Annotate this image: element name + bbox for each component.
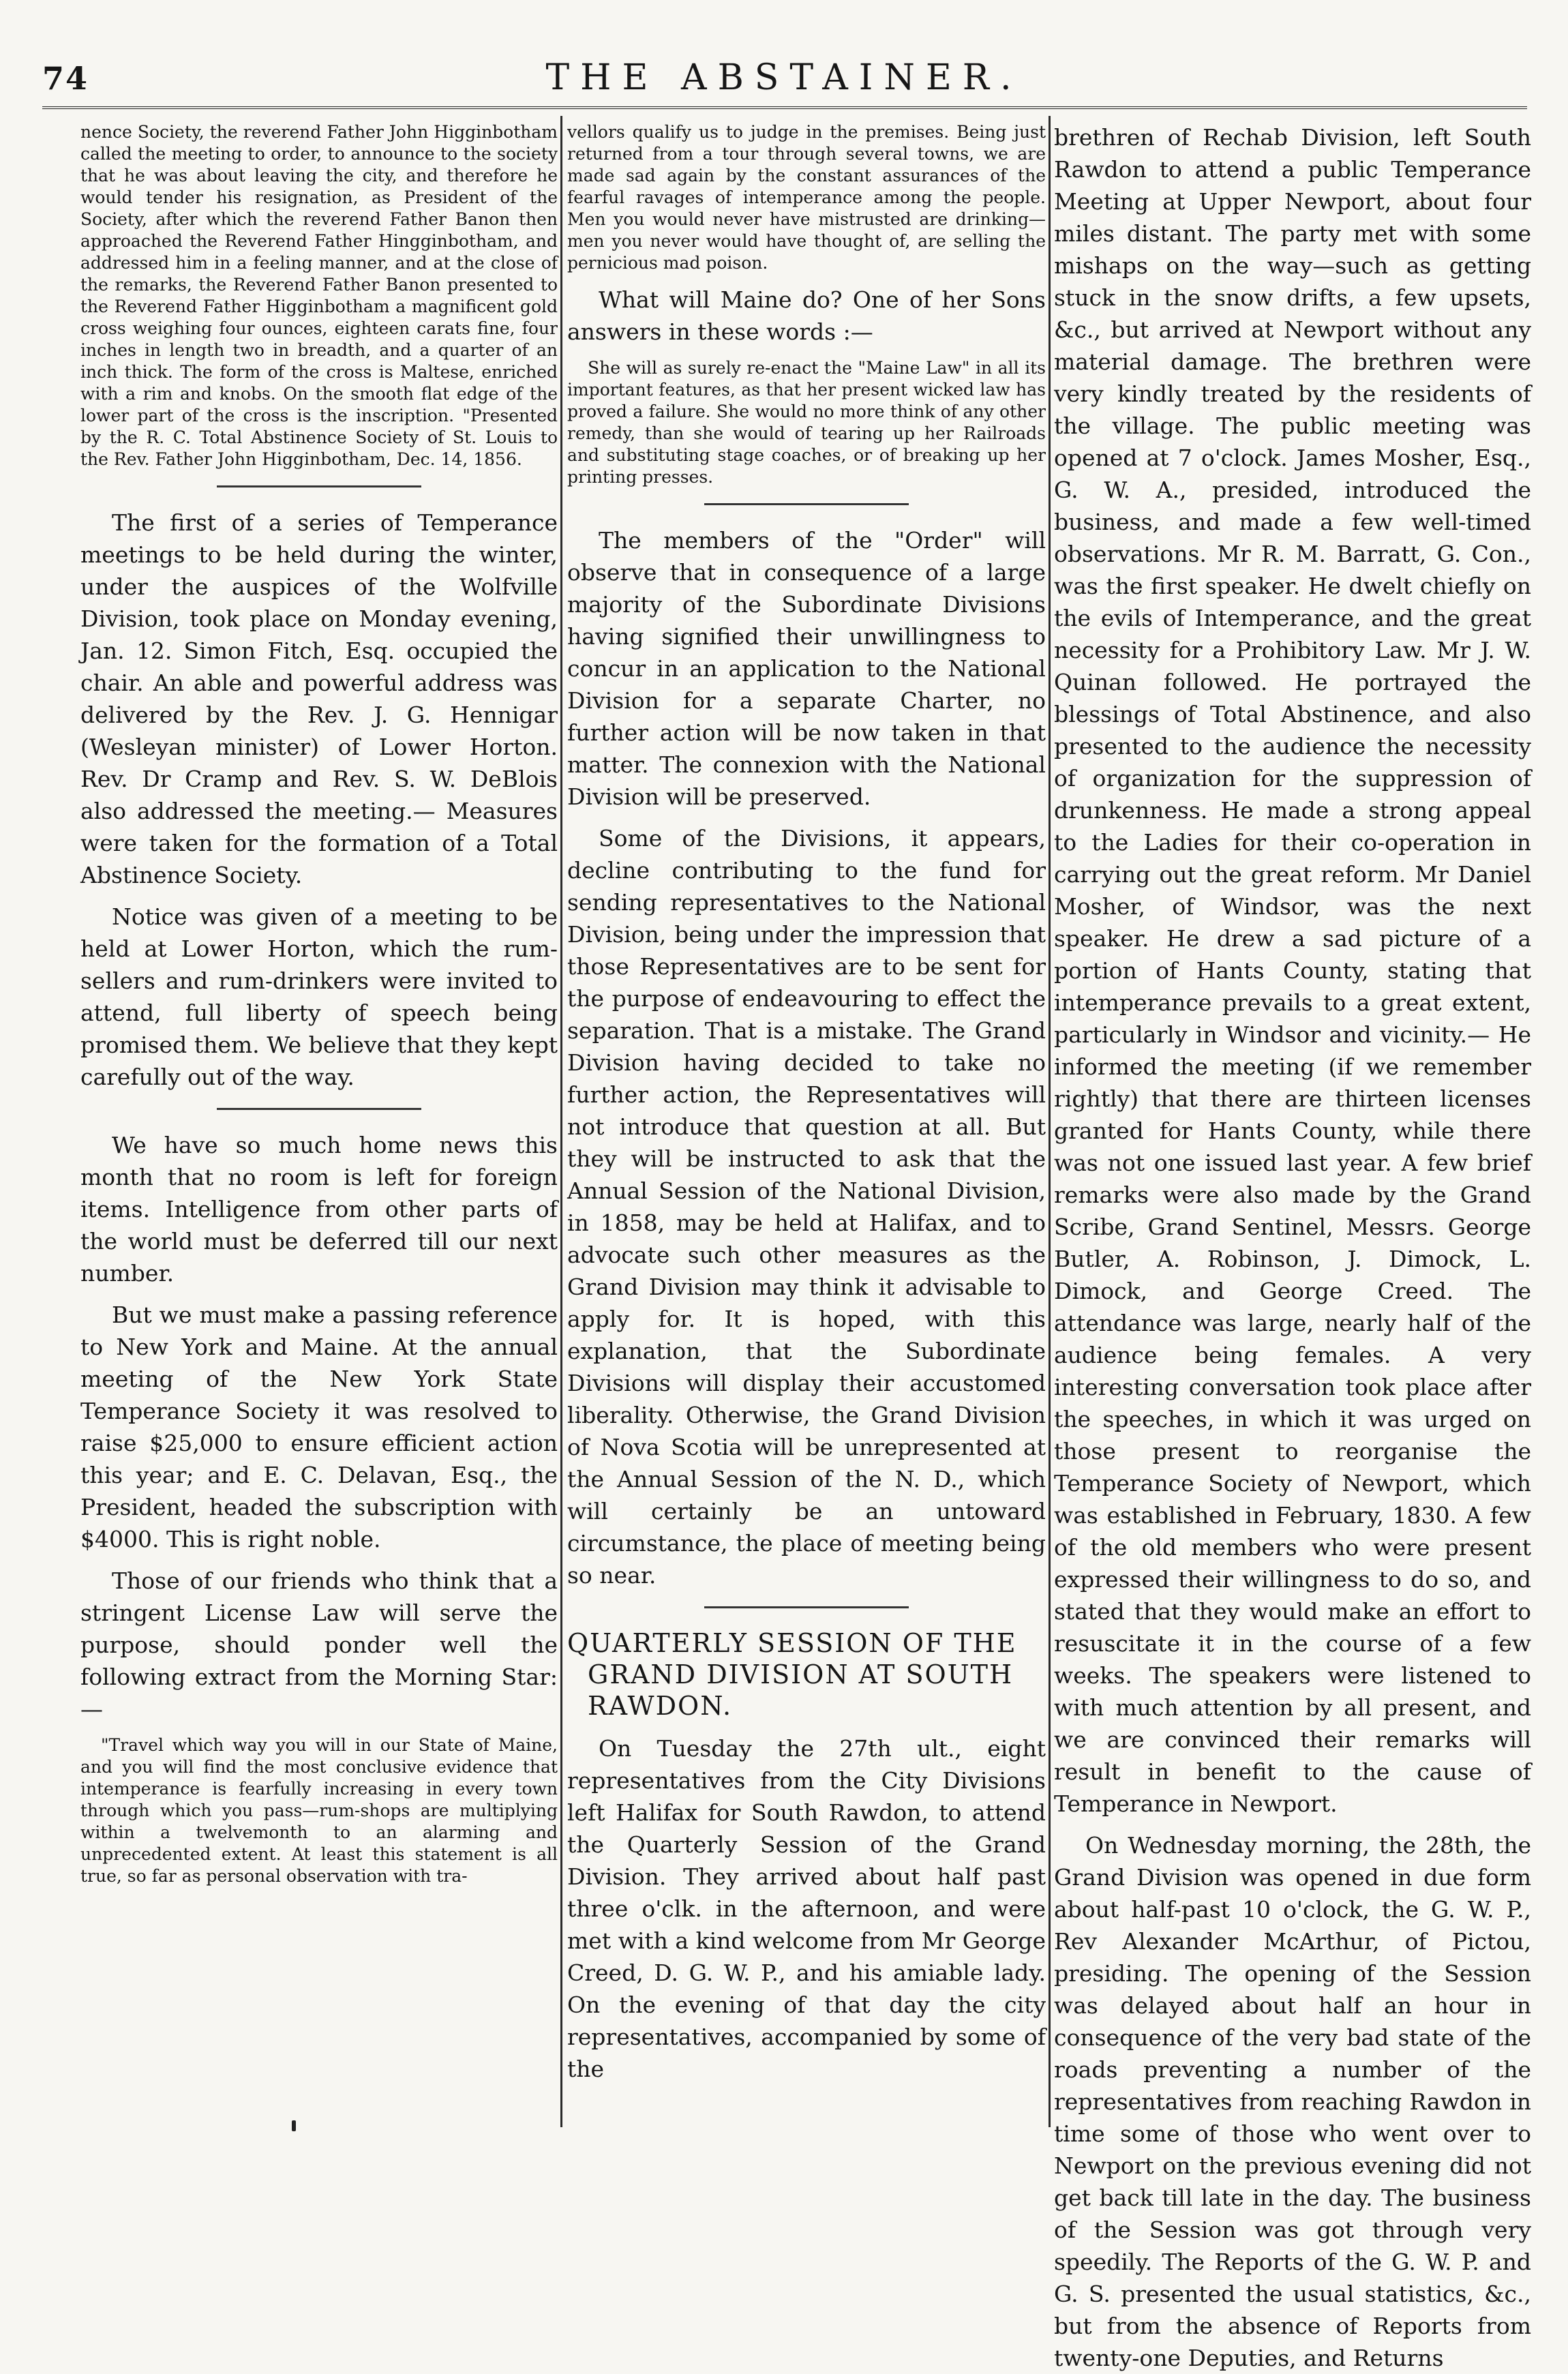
section-divider	[217, 1108, 421, 1110]
article-quarterly-session: On Tuesday the 27th ult., eight representatives from the City Divisions left Halifax for South Rawdon, to attend the Quarterly Session of the Grand Division. They arrived about half past three o'clk. in the afternoon, and were met with a kind welcome from Mr George Creed, D. G. W. P., and his amiable lady. On the evening of that day the city representatives, accompanied by some of the	[567, 1735, 1046, 2082]
article-home-news: We have so much home news this month that no room is left for foreign items. Intelligence from other parts of the world must be deferred till our next number.	[80, 1132, 558, 1287]
article-new-york-maine: But we must make a passing reference to New York and Maine. At the annual meeting of the New York State Temperance Society it was resolved to raise $25,000 to ensure efficient action this year; and E. C. Delavan, Esq., the President, headed the subscription with $4000. This is right noble.	[80, 1302, 558, 1552]
article-cross-presentation: nence Society, the reverend Father John Higginbotham called the meeting to order, to announce to the society that he was about leaving the city, and therefore he would tender his resignation, as President of the Society, after which the reverend Father Banon then approached the Reverend Father Hingginbotham, and addressed him in a feeling manner, and at the close of the remarks, the Reverend Father Banon presented to the Reverend Father Higginbotham a magnificent gold cross weighing four ounces, eighteen carats fine, four inches in length two in breadth, and a quarter of an inch thick. The form of the cross is Maltese, enriched with a rim and knobs. On the smooth flat edge of the lower part of the cross is the inscription. "Presented by the R. C. Total Abstinence Society of St. Louis to the Rev. Father John Higginbotham, Dec. 14, 1856.	[80, 122, 558, 469]
header-rule	[42, 106, 1527, 109]
section-heading-quarterly-session	[567, 1627, 1046, 1722]
running-title: THE ABSTAINER.	[545, 57, 1023, 98]
quote-maine-son: She will as surely re-enact the "Maine Law" in all its important features, as that her present wicked law has proved a failure. She would no more think of any other remedy, than she would of tearing up her Railroads and substituting stage coaches, or of breaking up her printing presses.	[567, 358, 1046, 487]
column-middle	[567, 121, 1046, 2126]
article-wolfville-meeting: The first of a series of Temperance meetings to be held during the winter, under the auspices of the Wolfville Division, took place on Monday evening, Jan. 12. Simon Fitch, Esq. occupied the chair. An able and powerful address was delivered by the Rev. J. G. Hennigar (Wesleyan minister) of Lower Horton. Rev. Dr Cramp and Rev. S. W. DeBlois also addressed the meeting.— Measures were taken for the formation of a Total Abstinence Society.	[80, 509, 558, 888]
column-rule-right	[1049, 116, 1051, 2127]
heading-line-2: GRAND DIVISION AT SOUTH	[588, 1659, 1014, 1689]
page-mark	[292, 2120, 296, 2131]
article-lower-horton-notice: Notice was given of a meeting to be held at Lower Horton, which the rum-sellers and rum-drinkers were invited to attend, full liberty of speech being promised them. We believe that they kept carefully out of the way.	[80, 903, 558, 1090]
heading-line-1: QUARTERLY SESSION OF THE	[567, 1628, 1017, 1658]
column-rule-left	[560, 116, 562, 2127]
page-number: 74	[42, 60, 89, 97]
column-right	[1054, 121, 1531, 2371]
page-header	[0, 0, 1568, 109]
quote-morning-star: "Travel which way you will in our State of Maine, and you will find the most conclusive evidence that intemperance is fearfully increasing in every town through which you pass—rum-shops are multiplying within a twelvemonth to an alarming and unprecedented extent. At least this statement is all true, so far as personal observation with tra-	[80, 1735, 558, 1886]
section-divider	[704, 1606, 909, 1608]
article-newport-meeting: brethren of Rechab Division, left South Rawdon to attend a public Temperance Meeting at Upper Newport, about four miles distant. The party met with some mishaps on the way—such as getting stuck in the snow drifts, a few upsets, &c., but arrived at Newport without any material damage. The brethren were very kindly treated by the residents of the village. The public meeting was opened at 7 o'clock. James Mosher, Esq., G. W. A., presided, introduced the business, and made a few well-timed observations. Mr R. M. Barratt, G. Con., was the first speaker. He dwelt chiefly on the evils of Intemperance, and the great necessity for a Prohibitory Law. Mr J. W. Quinan followed. He portrayed the blessings of Total Abstinence, and also presented to the audience the necessity of organization for the suppression of drunkenness. He made a strong appeal to the Ladies for their co-operation in carrying out the great reform. Mr Daniel Mosher, of Windsor, was the next speaker. He drew a sad picture of a portion of Hants County, stating that intemperance prevails to a great extent, particularly in Windsor and vicinity.— He informed the meeting (if we remember rightly) that there are thirteen licenses granted for Hants County, while there was not one issued last year. A few brief remarks were also made by the Grand Scribe, Grand Sentinel, Messrs. George Butler, A. Robinson, J. Dimock, L. Dimock, and George Creed. The attendance was large, nearly half of the audience being females. A very interesting conversation took place after the speeches, in which it was urged on those present to reorganise the Temperance Society of Newport, which was established in February, 1830. A few of the old members who were present expressed their willingness to do so, and stated that they would make an effort to resuscitate it in the course of a few weeks. The speakers were listened to with much attention by all present, and we are convinced their remarks will result in benefit to the cause of Temperance in Newport.	[1054, 124, 1531, 1817]
article-national-division-fund: Some of the Divisions, it appears, decline contributing to the fund for sending representatives to the National Division, being under the impression that those Representatives are to be sent for the purpose of endeavouring to effect the separation. That is a mistake. The Grand Division having decided to take no further action, the Representatives will not introduce that question at all. But they will be instructed to ask that the Annual Session of the National Division, in 1858, may be held at Halifax, and to advocate such other measures as the Grand Division may think it advisable to apply for. It is hoped, with this explanation, that the Subordinate Divisions will display their accustomed liberality. Otherwise, the Grand Division of Nova Scotia will be unrepresented at the Annual Session of the N. D., which will certainly be an untoward circumstance, the place of meeting being so near.	[567, 825, 1046, 1589]
column-left	[80, 121, 558, 2126]
article-what-will-maine-do: What will Maine do? One of her Sons answers in these words :—	[567, 286, 1046, 345]
section-divider	[217, 485, 421, 487]
quote-morning-star-continued: vellors qualify us to judge in the premises. Being just returned from a tour through several towns, we are made sad again by the constant assurances of the fearful ravages of intemperance among the people. Men you would never have mistrusted are drinking—men you never would have thought of, are selling the pernicious mad poison.	[567, 122, 1046, 273]
section-divider	[704, 503, 909, 505]
article-license-law: Those of our friends who think that a stringent License Law will serve the purpose, should ponder well the following extract from the Morning Star:—	[80, 1567, 558, 1722]
article-grand-division-opening: On Wednesday morning, the 28th, the Grand Division was opened in due form about half-past 10 o'clock, the G. W. P., Rev Alexander McArthur, of Pictou, presiding. The opening of the Session was delayed about half an hour in consequence of the very bad state of the roads preventing a number of the representatives from reaching Rawdon in time some of those who went over to Newport on the previous evening did not get back till late in the day. The business of the Session was got through very speedily. The Reports of the G. W. P. and G. S. presented the usual statistics, &c., but from the absence of Reports from twenty-one Deputies, and Returns	[1054, 1832, 1531, 2371]
heading-line-3: RAWDON.	[588, 1691, 733, 1721]
article-order-charter: The members of the "Order" will observe that in consequence of a large majority of the Subordinate Divisions having signified their unwillingness to concur in an application to the National Division for a separate Charter, no further action will be now taken in that matter. The connexion with the National Division will be preserved.	[567, 527, 1046, 810]
